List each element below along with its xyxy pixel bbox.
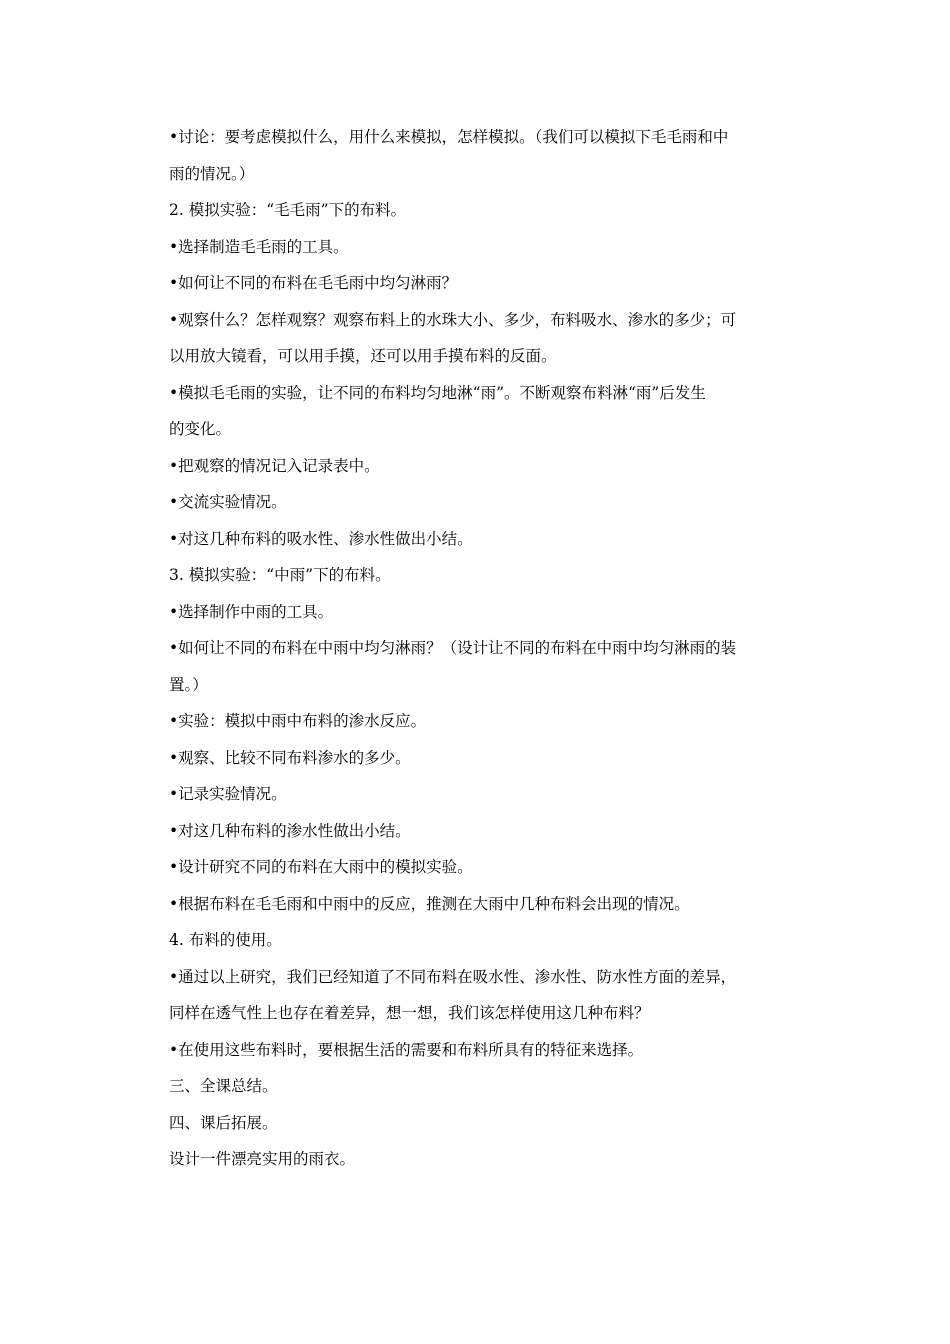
text-line: •选择制作中雨的工具。 — [169, 602, 334, 621]
text-line: •观察、比较不同布料渗水的多少。 — [169, 748, 411, 767]
text-line: •对这几种布料的渗水性做出小结。 — [169, 821, 411, 840]
text-line: •根据布料在毛毛雨和中雨中的反应，推测在大雨中几种布料会出现的情况。 — [169, 894, 690, 913]
text-line: •记录实验情况。 — [169, 785, 287, 803]
text-line: 置。） — [169, 675, 208, 694]
text-line: •在使用这些布料时，要根据生活的需要和布料所具有的特征来选择。 — [169, 1040, 644, 1059]
text-line: •选择制造毛毛雨的工具。 — [169, 237, 349, 256]
text-line: •如何让不同的布料在毛毛雨中均匀淋雨？ — [169, 274, 458, 292]
text-line: •对这几种布料的吸水性、渗水性做出小结。 — [169, 529, 473, 548]
text-line: 同样在透气性上也存在着差异，想一想，我们该怎样使用这几种布料？ — [169, 1004, 650, 1022]
text-line: 4. 布料的使用。 — [169, 931, 282, 949]
text-line: •讨论：要考虑模拟什么，用什么来模拟，怎样模拟。（我们可以模拟下毛毛雨和中 — [169, 128, 729, 146]
text-line: •如何让不同的布料在中雨中均匀淋雨？（设计让不同的布料在中雨中均匀淋雨的装 — [169, 639, 737, 657]
text-line: 以用放大镜看，可以用手摸，还可以用手摸布料的反面。 — [169, 347, 557, 365]
text-line: •交流实验情况。 — [169, 493, 287, 511]
text-line: •通过以上研究，我们已经知道了不同布料在吸水性、渗水性、防水性方面的差异， — [169, 967, 737, 986]
text-line: 雨的情况。） — [169, 164, 255, 183]
text-line: •模拟毛毛雨的实验，让不同的布料均匀地淋“雨”。不断观察布料淋“雨”后发生 — [169, 383, 706, 402]
document-body — [169, 124, 781, 1183]
text-line: •观察什么？怎样观察？观察布料上的水珠大小、多少，布料吸水、渗水的多少；可 — [169, 310, 737, 329]
text-line: •设计研究不同的布料在大雨中的模拟实验。 — [169, 858, 473, 876]
text-line: •实验：模拟中雨中布料的渗水反应。 — [169, 712, 427, 730]
text-line: 三、全课总结。 — [169, 1077, 278, 1095]
text-line: 3. 模拟实验：“中雨”下的布料。 — [169, 566, 391, 584]
text-line: 设计一件漂亮实用的雨衣。 — [169, 1150, 356, 1168]
text-line: •把观察的情况记入记录表中。 — [169, 456, 380, 475]
text-line: 2. 模拟实验：“毛毛雨”下的布料。 — [169, 201, 407, 219]
text-line: 四、课后拓展。 — [169, 1113, 278, 1132]
text-line: 的变化。 — [169, 420, 232, 438]
